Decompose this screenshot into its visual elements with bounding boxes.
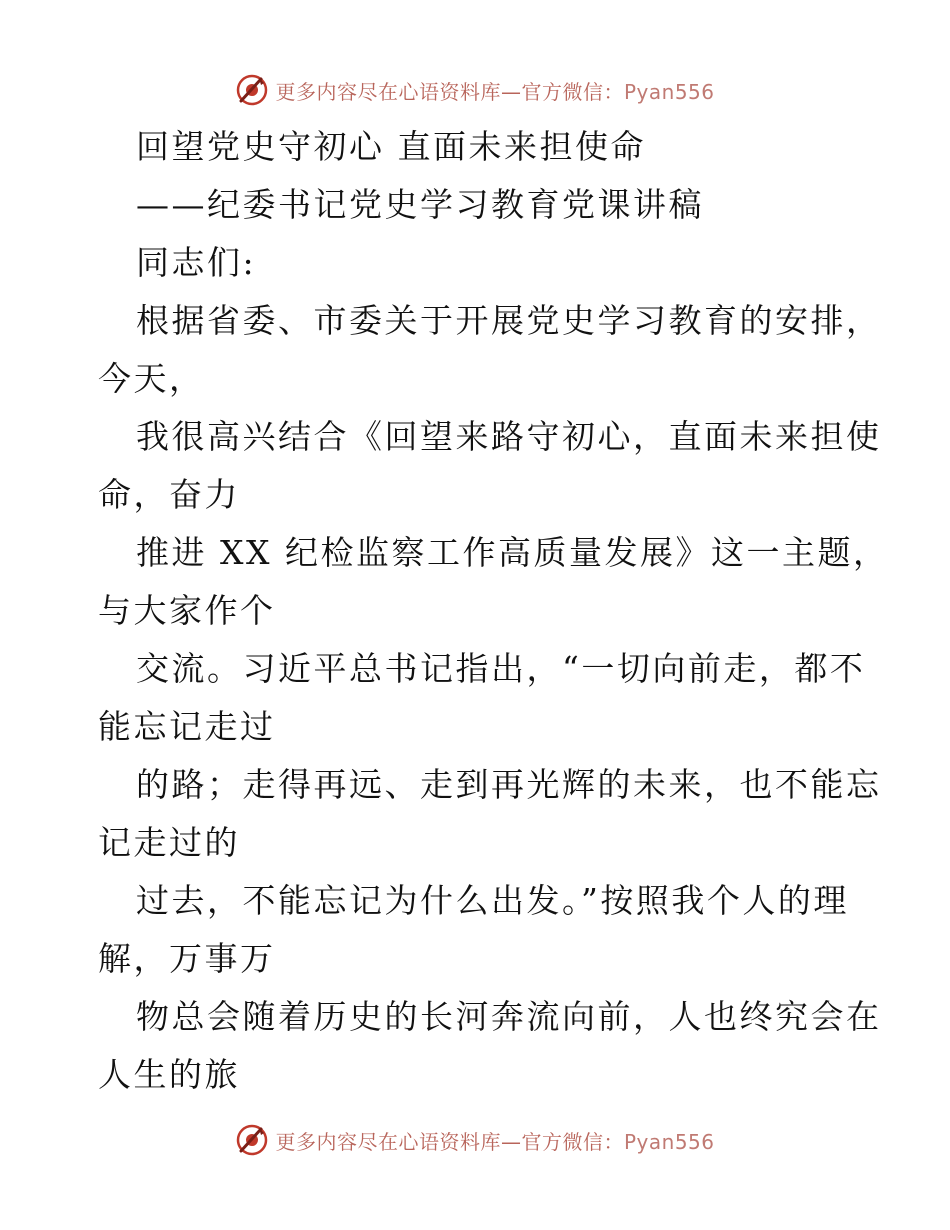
pen-seal-logo-icon <box>235 73 269 107</box>
text-line: 过去，不能忘记为什么出发。”按照我个人的理 <box>136 881 849 920</box>
text-line: 交流。习近平总书记指出，“一切向前走，都不 <box>136 649 866 688</box>
text-line: 记走过的 <box>98 823 240 862</box>
wechat-id: Pyan556 <box>623 1129 715 1154</box>
pen-seal-logo-icon <box>235 1123 269 1157</box>
banner-text <box>275 1126 714 1155</box>
banner-text <box>275 76 714 105</box>
text-line: 能忘记走过 <box>98 707 276 746</box>
document-title: 回望党史守初心 直面未来担使命 <box>136 127 646 166</box>
text-line: 命，奋力 <box>98 475 240 514</box>
text-line: 与大家作个 <box>98 591 276 630</box>
text-line: 的路；走得再远、走到再光辉的未来，也不能忘 <box>136 765 882 804</box>
wechat-id: Pyan556 <box>623 79 715 104</box>
text-line: 物总会随着历史的长河奔流向前，人也终究会在 <box>136 997 882 1036</box>
greeting: 同志们: <box>136 243 257 282</box>
header-watermark-banner <box>0 70 950 110</box>
footer-watermark-banner <box>0 1120 950 1160</box>
text-line: 推进 XX 纪检监察工作高质量发展》这一主题， <box>136 533 889 572</box>
document-body <box>98 118 889 1104</box>
paragraph-lines <box>98 292 889 1104</box>
text-line: 今天， <box>98 359 205 398</box>
text-line: 根据省委、市委关于开展党史学习教育的安排， <box>136 301 882 340</box>
banner-caption: 更多内容尽在心语资料库—官方微信： <box>275 79 624 104</box>
text-line: 我很高兴结合《回望来路守初心，直面未来担使 <box>136 417 882 456</box>
text-line: 人生的旅 <box>98 1055 240 1094</box>
text-line: 解，万事万 <box>98 939 276 978</box>
document-subtitle: ——纪委书记党史学习教育党课讲稿 <box>136 185 704 224</box>
banner-caption: 更多内容尽在心语资料库—官方微信： <box>275 1129 624 1154</box>
